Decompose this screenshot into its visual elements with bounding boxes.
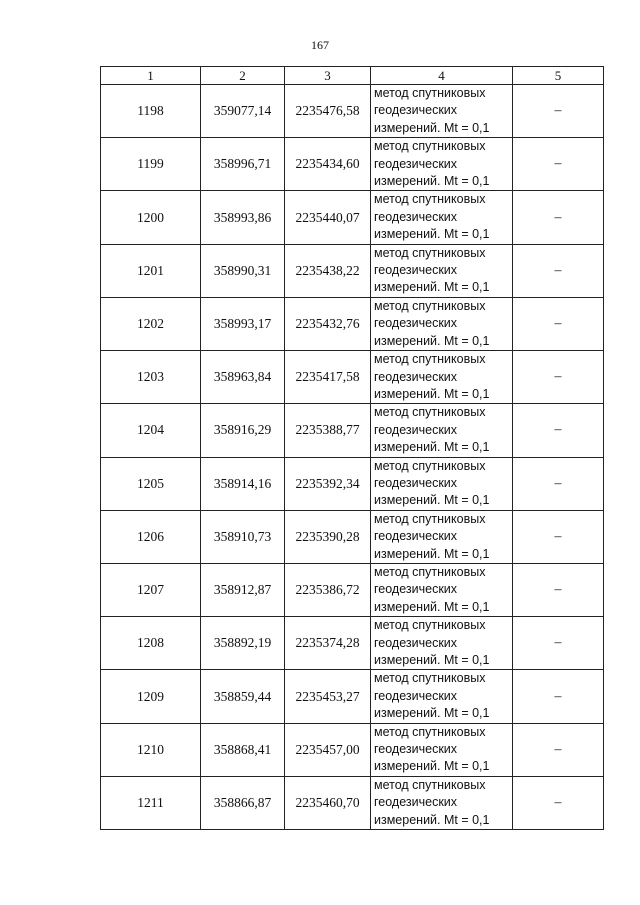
x-coordinate-cell: 358912,87 xyxy=(201,563,285,616)
table-row xyxy=(101,776,604,829)
x-coordinate-cell: 358990,31 xyxy=(201,244,285,297)
table-row xyxy=(101,85,604,138)
note-cell: – xyxy=(513,85,604,138)
table-row xyxy=(101,404,604,457)
method-line-3: измерений. Mt = 0,1 xyxy=(374,546,490,561)
table-row xyxy=(101,617,604,670)
note-cell: – xyxy=(513,351,604,404)
point-number-cell: 1209 xyxy=(101,670,201,723)
method-line-1: метод спутниковых xyxy=(374,618,486,633)
point-number-cell: 1203 xyxy=(101,351,201,404)
method-line-2: геодезических xyxy=(374,263,458,278)
method-cell xyxy=(371,617,513,670)
table-row xyxy=(101,670,604,723)
point-number-cell: 1205 xyxy=(101,457,201,510)
table-row xyxy=(101,563,604,616)
method-cell xyxy=(371,510,513,563)
point-number-cell: 1201 xyxy=(101,244,201,297)
method-line-1: метод спутниковых xyxy=(374,671,486,686)
y-coordinate-cell: 2235453,27 xyxy=(285,670,371,723)
note-cell: – xyxy=(513,510,604,563)
y-coordinate-cell: 2235434,60 xyxy=(285,138,371,191)
method-line-2: геодезических xyxy=(374,795,458,810)
y-coordinate-cell: 2235460,70 xyxy=(285,776,371,829)
method-line-1: метод спутниковых xyxy=(374,564,486,579)
note-cell: – xyxy=(513,138,604,191)
point-number-cell: 1211 xyxy=(101,776,201,829)
method-cell xyxy=(371,244,513,297)
method-line-3: измерений. Mt = 0,1 xyxy=(374,706,490,721)
method-line-2: геодезических xyxy=(374,369,458,384)
method-cell xyxy=(371,138,513,191)
method-cell xyxy=(371,351,513,404)
y-coordinate-cell: 2235390,28 xyxy=(285,510,371,563)
x-coordinate-cell: 358866,87 xyxy=(201,776,285,829)
point-number-cell: 1202 xyxy=(101,297,201,350)
y-coordinate-cell: 2235386,72 xyxy=(285,563,371,616)
method-line-2: геодезических xyxy=(374,475,458,490)
method-line-3: измерений. Mt = 0,1 xyxy=(374,227,490,242)
table-row xyxy=(101,297,604,350)
method-cell xyxy=(371,404,513,457)
column-header-1: 1 xyxy=(101,67,201,85)
x-coordinate-cell: 358859,44 xyxy=(201,670,285,723)
note-cell: – xyxy=(513,617,604,670)
point-number-cell: 1198 xyxy=(101,85,201,138)
method-line-3: измерений. Mt = 0,1 xyxy=(374,493,490,508)
method-line-3: измерений. Mt = 0,1 xyxy=(374,440,490,455)
method-line-1: метод спутниковых xyxy=(374,298,486,313)
note-cell: – xyxy=(513,776,604,829)
note-cell: – xyxy=(513,191,604,244)
y-coordinate-cell: 2235440,07 xyxy=(285,191,371,244)
note-cell: – xyxy=(513,670,604,723)
method-cell xyxy=(371,776,513,829)
y-coordinate-cell: 2235374,28 xyxy=(285,617,371,670)
method-line-1: метод спутниковых xyxy=(374,139,486,154)
method-line-2: геодезических xyxy=(374,103,458,118)
column-header-2: 2 xyxy=(201,67,285,85)
table-row xyxy=(101,457,604,510)
x-coordinate-cell: 358868,41 xyxy=(201,723,285,776)
method-cell xyxy=(371,670,513,723)
method-line-2: геодезических xyxy=(374,209,458,224)
x-coordinate-cell: 358916,29 xyxy=(201,404,285,457)
method-cell xyxy=(371,85,513,138)
coordinates-table xyxy=(100,66,604,830)
method-line-1: метод спутниковых xyxy=(374,352,486,367)
y-coordinate-cell: 2235392,34 xyxy=(285,457,371,510)
table-row xyxy=(101,351,604,404)
method-line-2: геодезических xyxy=(374,582,458,597)
note-cell: – xyxy=(513,563,604,616)
point-number-cell: 1207 xyxy=(101,563,201,616)
point-number-cell: 1210 xyxy=(101,723,201,776)
method-line-2: геодезических xyxy=(374,688,458,703)
table-body xyxy=(101,85,604,830)
method-line-2: геодезических xyxy=(374,529,458,544)
table-row xyxy=(101,723,604,776)
page-number: 167 xyxy=(311,38,329,52)
point-number-cell: 1199 xyxy=(101,138,201,191)
column-header-5: 5 xyxy=(513,67,604,85)
method-line-3: измерений. Mt = 0,1 xyxy=(374,759,490,774)
note-cell: – xyxy=(513,723,604,776)
note-cell: – xyxy=(513,244,604,297)
method-line-1: метод спутниковых xyxy=(374,405,486,420)
method-line-1: метод спутниковых xyxy=(374,724,486,739)
point-number-cell: 1208 xyxy=(101,617,201,670)
y-coordinate-cell: 2235417,58 xyxy=(285,351,371,404)
x-coordinate-cell: 358996,71 xyxy=(201,138,285,191)
method-line-2: геодезических xyxy=(374,156,458,171)
method-line-3: измерений. Mt = 0,1 xyxy=(374,386,490,401)
y-coordinate-cell: 2235457,00 xyxy=(285,723,371,776)
method-line-2: геодезических xyxy=(374,742,458,757)
point-number-cell: 1200 xyxy=(101,191,201,244)
point-number-cell: 1204 xyxy=(101,404,201,457)
method-cell xyxy=(371,723,513,776)
point-number-cell: 1206 xyxy=(101,510,201,563)
table-row xyxy=(101,244,604,297)
method-line-3: измерений. Mt = 0,1 xyxy=(374,333,490,348)
method-line-2: геодезических xyxy=(374,635,458,650)
method-cell xyxy=(371,191,513,244)
method-line-1: метод спутниковых xyxy=(374,192,486,207)
note-cell: – xyxy=(513,297,604,350)
method-line-2: геодезических xyxy=(374,422,458,437)
method-line-3: измерений. Mt = 0,1 xyxy=(374,653,490,667)
column-header-3: 3 xyxy=(285,67,371,85)
table-row xyxy=(101,510,604,563)
note-cell: – xyxy=(513,457,604,510)
y-coordinate-cell: 2235388,77 xyxy=(285,404,371,457)
x-coordinate-cell: 358963,84 xyxy=(201,351,285,404)
table-row xyxy=(101,191,604,244)
method-line-3: измерений. Mt = 0,1 xyxy=(374,280,490,295)
table-header-row xyxy=(101,67,604,85)
x-coordinate-cell: 358892,19 xyxy=(201,617,285,670)
column-header-4: 4 xyxy=(371,67,513,85)
method-line-2: геодезических xyxy=(374,316,458,331)
method-line-3: измерений. Mt = 0,1 xyxy=(374,812,490,827)
y-coordinate-cell: 2235476,58 xyxy=(285,85,371,138)
method-cell xyxy=(371,563,513,616)
x-coordinate-cell: 358993,17 xyxy=(201,297,285,350)
method-line-1: метод спутниковых xyxy=(374,245,486,260)
table-row xyxy=(101,138,604,191)
method-line-1: метод спутниковых xyxy=(374,511,486,526)
y-coordinate-cell: 2235438,22 xyxy=(285,244,371,297)
x-coordinate-cell: 358910,73 xyxy=(201,510,285,563)
note-cell: – xyxy=(513,404,604,457)
method-cell xyxy=(371,297,513,350)
x-coordinate-cell: 359077,14 xyxy=(201,85,285,138)
method-line-1: метод спутниковых xyxy=(374,86,486,100)
method-line-3: измерений. Mt = 0,1 xyxy=(374,174,490,189)
method-line-1: метод спутниковых xyxy=(374,777,486,792)
x-coordinate-cell: 358914,16 xyxy=(201,457,285,510)
method-line-1: метод спутниковых xyxy=(374,458,486,473)
x-coordinate-cell: 358993,86 xyxy=(201,191,285,244)
method-cell xyxy=(371,457,513,510)
method-line-3: измерений. Mt = 0,1 xyxy=(374,599,490,614)
method-line-3: измерений. Mt = 0,1 xyxy=(374,120,490,135)
y-coordinate-cell: 2235432,76 xyxy=(285,297,371,350)
